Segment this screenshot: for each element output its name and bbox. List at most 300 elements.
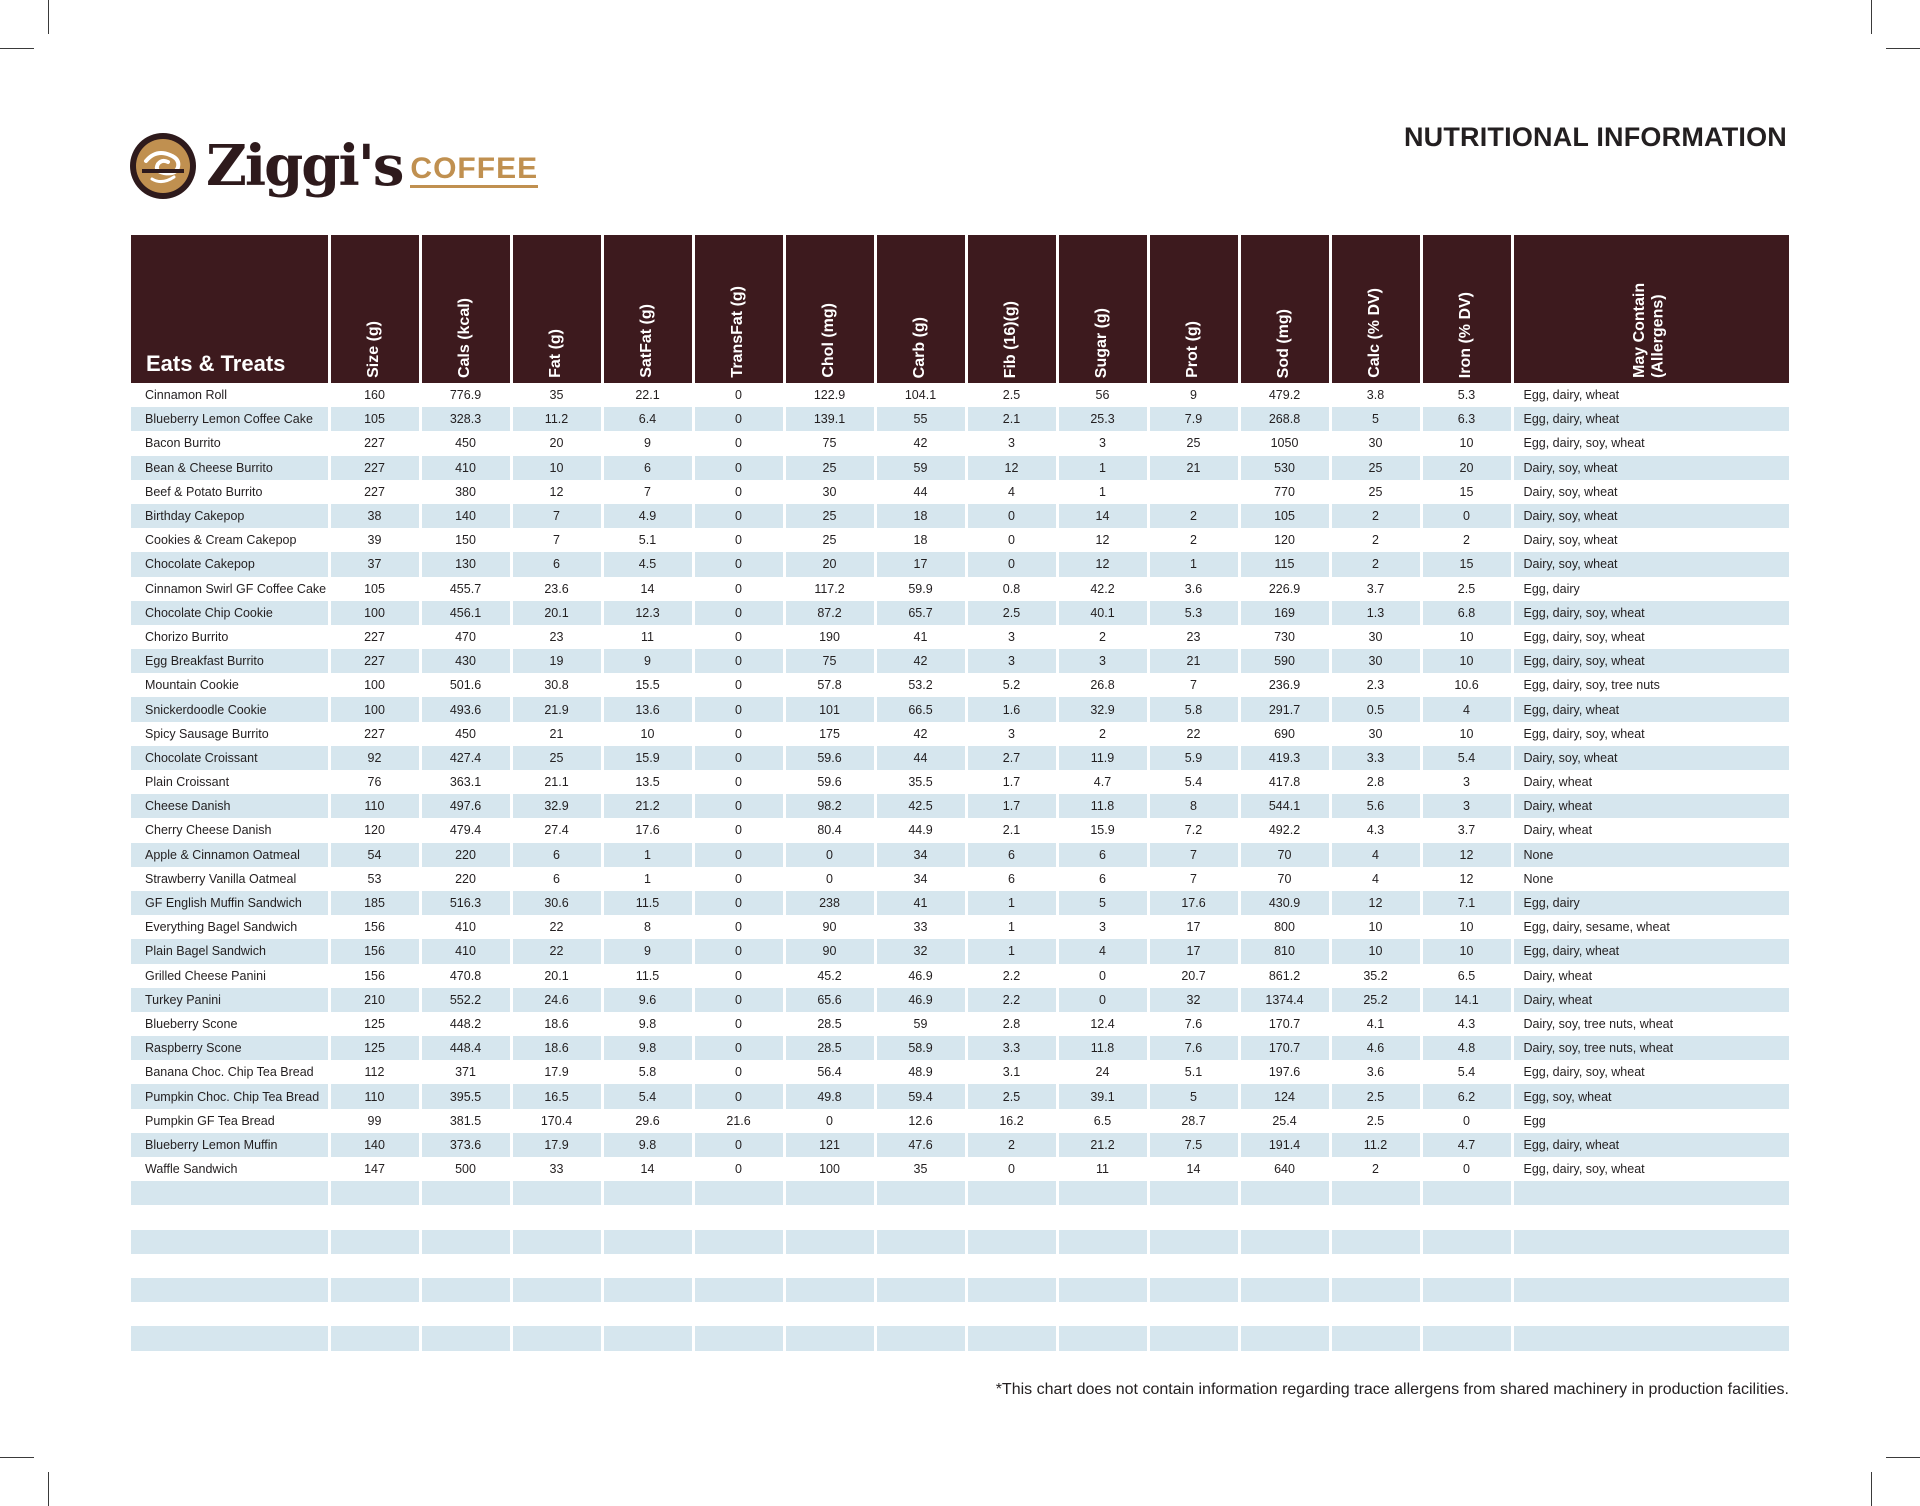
value-cell [420, 1351, 511, 1375]
value-cell: 7.6 [1148, 1036, 1239, 1060]
value-cell: 1.6 [966, 697, 1057, 721]
value-cell: 11.5 [602, 964, 693, 988]
value-cell [784, 1205, 875, 1229]
table-row [131, 1230, 1789, 1254]
value-cell [1421, 1254, 1512, 1278]
value-cell: 117.2 [784, 577, 875, 601]
value-cell: 59.9 [875, 577, 966, 601]
value-cell [1330, 1181, 1421, 1205]
table-row [131, 480, 1789, 504]
value-cell: 227 [329, 625, 420, 649]
value-cell: 12 [511, 480, 602, 504]
value-cell: 112 [329, 1060, 420, 1084]
value-cell: 30.6 [511, 891, 602, 915]
value-cell: 3.1 [966, 1060, 1057, 1084]
value-cell: 15.9 [602, 746, 693, 770]
value-cell: 10 [1421, 431, 1512, 455]
value-cell: 33 [875, 915, 966, 939]
value-cell [1421, 1181, 1512, 1205]
column-header [602, 235, 693, 383]
item-name-cell [131, 1181, 329, 1205]
value-cell: 6 [1057, 867, 1148, 891]
value-cell: 1.7 [966, 794, 1057, 818]
value-cell [1057, 1205, 1148, 1229]
value-cell: 4 [1330, 867, 1421, 891]
item-name-cell: Banana Choc. Chip Tea Bread [131, 1060, 329, 1084]
value-cell: 0 [693, 383, 784, 407]
value-cell: 226.9 [1239, 577, 1330, 601]
value-cell: 9 [602, 939, 693, 963]
allergen-cell: Egg, dairy, wheat [1512, 407, 1789, 431]
value-cell: 191.4 [1239, 1133, 1330, 1157]
value-cell: 2 [1148, 504, 1239, 528]
value-cell: 8 [602, 915, 693, 939]
value-cell [1330, 1205, 1421, 1229]
value-cell: 40.1 [1057, 601, 1148, 625]
value-cell: 10 [1421, 625, 1512, 649]
value-cell: 59 [875, 456, 966, 480]
value-cell: 0 [693, 891, 784, 915]
value-cell: 100 [329, 601, 420, 625]
table-row [131, 1278, 1789, 1302]
value-cell: 7 [1148, 843, 1239, 867]
value-cell: 49.8 [784, 1084, 875, 1108]
item-name-cell: Spicy Sausage Burrito [131, 722, 329, 746]
value-cell: 59.4 [875, 1084, 966, 1108]
value-cell: 30 [1330, 722, 1421, 746]
value-cell [602, 1302, 693, 1326]
value-cell: 516.3 [420, 891, 511, 915]
value-cell [1057, 1326, 1148, 1350]
value-cell [602, 1205, 693, 1229]
value-cell: 30.8 [511, 673, 602, 697]
value-cell: 25 [784, 504, 875, 528]
value-cell: 21 [511, 722, 602, 746]
item-name-cell: Cinnamon Swirl GF Coffee Cake [131, 577, 329, 601]
table-row [131, 964, 1789, 988]
value-cell: 417.8 [1239, 770, 1330, 794]
value-cell: 140 [329, 1133, 420, 1157]
value-cell: 5.2 [966, 673, 1057, 697]
column-header [1239, 235, 1330, 383]
value-cell: 4.5 [602, 552, 693, 576]
column-header-label: Fat (g) [547, 329, 565, 378]
value-cell: 14 [602, 1157, 693, 1181]
value-cell: 497.6 [420, 794, 511, 818]
item-name-cell [131, 1326, 329, 1350]
value-cell [511, 1230, 602, 1254]
value-cell: 2.5 [1421, 577, 1512, 601]
value-cell [966, 1181, 1057, 1205]
value-cell: 0 [966, 528, 1057, 552]
value-cell: 150 [420, 528, 511, 552]
value-cell: 100 [329, 697, 420, 721]
value-cell: 5.4 [1421, 746, 1512, 770]
value-cell: 53 [329, 867, 420, 891]
value-cell [1421, 1351, 1512, 1375]
item-name-cell: Cherry Cheese Danish [131, 818, 329, 842]
value-cell [966, 1205, 1057, 1229]
value-cell [1148, 1230, 1239, 1254]
value-cell: 3.6 [1330, 1060, 1421, 1084]
value-cell: 7 [1148, 673, 1239, 697]
value-cell: 381.5 [420, 1109, 511, 1133]
value-cell: 0 [693, 1012, 784, 1036]
allergen-cell: Dairy, soy, wheat [1512, 504, 1789, 528]
value-cell: 4.9 [602, 504, 693, 528]
allergen-cell: Dairy, soy, wheat [1512, 746, 1789, 770]
allergen-cell: Dairy, soy, wheat [1512, 528, 1789, 552]
value-cell: 3 [1057, 649, 1148, 673]
value-cell [1239, 1302, 1330, 1326]
value-cell: 11.8 [1057, 1036, 1148, 1060]
value-cell: 2.5 [966, 1084, 1057, 1108]
value-cell: 2 [1148, 528, 1239, 552]
value-cell: 14 [1057, 504, 1148, 528]
value-cell: 35.5 [875, 770, 966, 794]
value-cell: 810 [1239, 939, 1330, 963]
value-cell [875, 1205, 966, 1229]
value-cell: 59.6 [784, 770, 875, 794]
value-cell: 23 [1148, 625, 1239, 649]
value-cell [1421, 1230, 1512, 1254]
table-row [131, 1302, 1789, 1326]
value-cell: 2.5 [966, 601, 1057, 625]
value-cell: 448.2 [420, 1012, 511, 1036]
value-cell: 6.4 [602, 407, 693, 431]
value-cell: 5.8 [602, 1060, 693, 1084]
table-header-row [131, 235, 1789, 383]
value-cell: 1 [1057, 480, 1148, 504]
value-cell: 90 [784, 915, 875, 939]
value-cell: 12 [1330, 891, 1421, 915]
value-cell: 30 [1330, 649, 1421, 673]
value-cell: 54 [329, 843, 420, 867]
value-cell: 59 [875, 1012, 966, 1036]
value-cell: 10 [1330, 939, 1421, 963]
value-cell [329, 1278, 420, 1302]
value-cell [1330, 1278, 1421, 1302]
value-cell: 19 [511, 649, 602, 673]
value-cell: 2.5 [1330, 1109, 1421, 1133]
table-row [131, 722, 1789, 746]
value-cell: 32.9 [1057, 697, 1148, 721]
value-cell: 220 [420, 843, 511, 867]
value-cell: 32 [875, 939, 966, 963]
value-cell: 17.6 [1148, 891, 1239, 915]
value-cell [693, 1181, 784, 1205]
value-cell: 5.8 [1148, 697, 1239, 721]
value-cell: 120 [1239, 528, 1330, 552]
value-cell: 10.6 [1421, 673, 1512, 697]
value-cell: 13.6 [602, 697, 693, 721]
value-cell: 42 [875, 722, 966, 746]
value-cell: 430 [420, 649, 511, 673]
value-cell: 1 [966, 939, 1057, 963]
value-cell: 0 [1057, 988, 1148, 1012]
value-cell: 99 [329, 1109, 420, 1133]
value-cell: 25.2 [1330, 988, 1421, 1012]
value-cell: 12 [1421, 867, 1512, 891]
item-name-cell: Bean & Cheese Burrito [131, 456, 329, 480]
value-cell: 6.5 [1421, 964, 1512, 988]
item-name-cell: Everything Bagel Sandwich [131, 915, 329, 939]
value-cell: 0 [693, 1133, 784, 1157]
column-header [966, 235, 1057, 383]
value-cell: 2 [1057, 625, 1148, 649]
table-row [131, 552, 1789, 576]
allergen-cell [1512, 1351, 1789, 1375]
value-cell [693, 1326, 784, 1350]
value-cell: 104.1 [875, 383, 966, 407]
value-cell: 2.3 [1330, 673, 1421, 697]
value-cell: 13.5 [602, 770, 693, 794]
value-cell: 14 [602, 577, 693, 601]
item-name-cell: Strawberry Vanilla Oatmeal [131, 867, 329, 891]
value-cell: 124 [1239, 1084, 1330, 1108]
nutrition-table-container [131, 235, 1789, 1375]
table-row [131, 601, 1789, 625]
value-cell: 2.8 [966, 1012, 1057, 1036]
value-cell: 92 [329, 746, 420, 770]
value-cell: 640 [1239, 1157, 1330, 1181]
value-cell: 730 [1239, 625, 1330, 649]
value-cell: 130 [420, 552, 511, 576]
value-cell [1421, 1278, 1512, 1302]
value-cell: 17.9 [511, 1133, 602, 1157]
value-cell: 3.6 [1148, 577, 1239, 601]
value-cell: 1 [602, 867, 693, 891]
item-name-cell: Beef & Potato Burrito [131, 480, 329, 504]
value-cell: 42.2 [1057, 577, 1148, 601]
value-cell: 2 [1330, 504, 1421, 528]
item-name-cell [131, 1254, 329, 1278]
value-cell: 90 [784, 939, 875, 963]
value-cell [1057, 1230, 1148, 1254]
value-cell: 470.8 [420, 964, 511, 988]
value-cell: 11.8 [1057, 794, 1148, 818]
column-header-label: Sugar (g) [1093, 307, 1111, 378]
value-cell [511, 1302, 602, 1326]
value-cell: 0 [1421, 1157, 1512, 1181]
column-header-label: TransFat (g) [729, 286, 747, 378]
column-header-label: SatFat (g) [638, 304, 656, 378]
value-cell: 4 [1330, 843, 1421, 867]
value-cell: 363.1 [420, 770, 511, 794]
value-cell: 4 [966, 480, 1057, 504]
value-cell: 169 [1239, 601, 1330, 625]
value-cell: 0 [693, 915, 784, 939]
crop-mark [0, 1457, 34, 1458]
value-cell: 28.5 [784, 1012, 875, 1036]
value-cell: 6 [966, 867, 1057, 891]
value-cell: 25 [1330, 456, 1421, 480]
value-cell: 18.6 [511, 1012, 602, 1036]
value-cell: 105 [1239, 504, 1330, 528]
value-cell: 2.2 [966, 964, 1057, 988]
value-cell: 10 [1421, 915, 1512, 939]
value-cell: 37 [329, 552, 420, 576]
column-header [1057, 235, 1148, 383]
value-cell: 18.6 [511, 1036, 602, 1060]
value-cell: 4.7 [1421, 1133, 1512, 1157]
value-cell: 15.9 [1057, 818, 1148, 842]
value-cell: 450 [420, 431, 511, 455]
value-cell [1148, 1326, 1239, 1350]
value-cell: 12.6 [875, 1109, 966, 1133]
table-row [131, 456, 1789, 480]
value-cell: 87.2 [784, 601, 875, 625]
table-row [131, 891, 1789, 915]
value-cell: 371 [420, 1060, 511, 1084]
value-cell: 100 [329, 673, 420, 697]
table-row [131, 673, 1789, 697]
value-cell: 210 [329, 988, 420, 1012]
item-name-cell: Bacon Burrito [131, 431, 329, 455]
value-cell [1057, 1351, 1148, 1375]
column-header-label: Sod (mg) [1275, 308, 1293, 378]
value-cell: 21.1 [511, 770, 602, 794]
value-cell: 0 [693, 988, 784, 1012]
value-cell [875, 1351, 966, 1375]
value-cell [602, 1326, 693, 1350]
item-name-cell [131, 1278, 329, 1302]
table-row [131, 1205, 1789, 1229]
value-cell: 7 [511, 528, 602, 552]
value-cell: 105 [329, 577, 420, 601]
value-cell: 6 [511, 552, 602, 576]
value-cell: 0 [693, 577, 784, 601]
table-row [131, 1012, 1789, 1036]
value-cell: 220 [420, 867, 511, 891]
value-cell [602, 1230, 693, 1254]
value-cell: 479.4 [420, 818, 511, 842]
value-cell: 12 [966, 456, 1057, 480]
value-cell [420, 1230, 511, 1254]
value-cell: 227 [329, 456, 420, 480]
value-cell: 156 [329, 939, 420, 963]
value-cell: 105 [329, 407, 420, 431]
crop-mark [48, 0, 49, 34]
value-cell [1148, 1205, 1239, 1229]
value-cell: 0 [693, 843, 784, 867]
item-name-cell [131, 1205, 329, 1229]
value-cell: 0 [693, 504, 784, 528]
value-cell: 493.6 [420, 697, 511, 721]
value-cell: 455.7 [420, 577, 511, 601]
value-cell: 6 [966, 843, 1057, 867]
table-row [131, 1254, 1789, 1278]
value-cell: 17 [1148, 915, 1239, 939]
value-cell [875, 1230, 966, 1254]
item-name-cell: GF English Muffin Sandwich [131, 891, 329, 915]
column-header-label: Calc (% DV) [1366, 288, 1384, 378]
value-cell: 3 [966, 625, 1057, 649]
value-cell: 500 [420, 1157, 511, 1181]
value-cell: 66.5 [875, 697, 966, 721]
value-cell: 0 [693, 867, 784, 891]
item-name-cell [131, 1351, 329, 1375]
value-cell: 15 [1421, 480, 1512, 504]
value-cell: 0 [693, 697, 784, 721]
value-cell: 0 [966, 504, 1057, 528]
value-cell: 9.8 [602, 1012, 693, 1036]
value-cell: 56.4 [784, 1060, 875, 1084]
value-cell: 3.3 [966, 1036, 1057, 1060]
value-cell [329, 1181, 420, 1205]
allergen-cell: Egg, dairy, wheat [1512, 1133, 1789, 1157]
item-name-cell: Cookies & Cream Cakepop [131, 528, 329, 552]
value-cell [1057, 1181, 1148, 1205]
value-cell: 110 [329, 1084, 420, 1108]
value-cell [420, 1326, 511, 1350]
allergen-cell: Egg, dairy, soy, tree nuts [1512, 673, 1789, 697]
value-cell: 0.8 [966, 577, 1057, 601]
value-cell [1057, 1254, 1148, 1278]
value-cell: 0 [966, 1157, 1057, 1181]
allergen-cell: Egg, dairy, wheat [1512, 939, 1789, 963]
value-cell: 0 [693, 1157, 784, 1181]
value-cell: 22.1 [602, 383, 693, 407]
column-header-label: May Contain (Allergens) [1631, 282, 1667, 378]
value-cell [1239, 1326, 1330, 1350]
value-cell: 4.1 [1330, 1012, 1421, 1036]
value-cell [875, 1326, 966, 1350]
value-cell: 236.9 [1239, 673, 1330, 697]
value-cell: 7.2 [1148, 818, 1239, 842]
table-row [131, 528, 1789, 552]
value-cell: 11.5 [602, 891, 693, 915]
value-cell: 10 [1421, 722, 1512, 746]
value-cell: 1 [966, 915, 1057, 939]
value-cell: 0 [693, 818, 784, 842]
value-cell: 9.6 [602, 988, 693, 1012]
value-cell: 110 [329, 794, 420, 818]
value-cell: 14.1 [1421, 988, 1512, 1012]
value-cell: 32 [1148, 988, 1239, 1012]
value-cell: 33 [511, 1157, 602, 1181]
value-cell: 101 [784, 697, 875, 721]
allergen-cell [1512, 1302, 1789, 1326]
value-cell [693, 1254, 784, 1278]
value-cell: 552.2 [420, 988, 511, 1012]
value-cell: 0 [693, 770, 784, 794]
allergen-cell: Dairy, wheat [1512, 818, 1789, 842]
value-cell: 23 [511, 625, 602, 649]
value-cell [784, 1254, 875, 1278]
value-cell [1239, 1351, 1330, 1375]
value-cell [511, 1205, 602, 1229]
value-cell: 4 [1421, 697, 1512, 721]
table-row [131, 1181, 1789, 1205]
value-cell: 3.7 [1330, 577, 1421, 601]
crop-mark [1871, 1472, 1872, 1506]
value-cell: 9.8 [602, 1133, 693, 1157]
value-cell: 156 [329, 915, 420, 939]
value-cell: 170.7 [1239, 1036, 1330, 1060]
value-cell [875, 1254, 966, 1278]
value-cell: 122.9 [784, 383, 875, 407]
value-cell: 44 [875, 480, 966, 504]
value-cell: 5.4 [1148, 770, 1239, 794]
brand-name: Ziggi's [206, 133, 403, 199]
allergen-cell: Egg, dairy [1512, 891, 1789, 915]
value-cell [784, 1302, 875, 1326]
column-header [1421, 235, 1512, 383]
value-cell: 6 [1057, 843, 1148, 867]
value-cell: 41 [875, 891, 966, 915]
value-cell: 4.3 [1421, 1012, 1512, 1036]
